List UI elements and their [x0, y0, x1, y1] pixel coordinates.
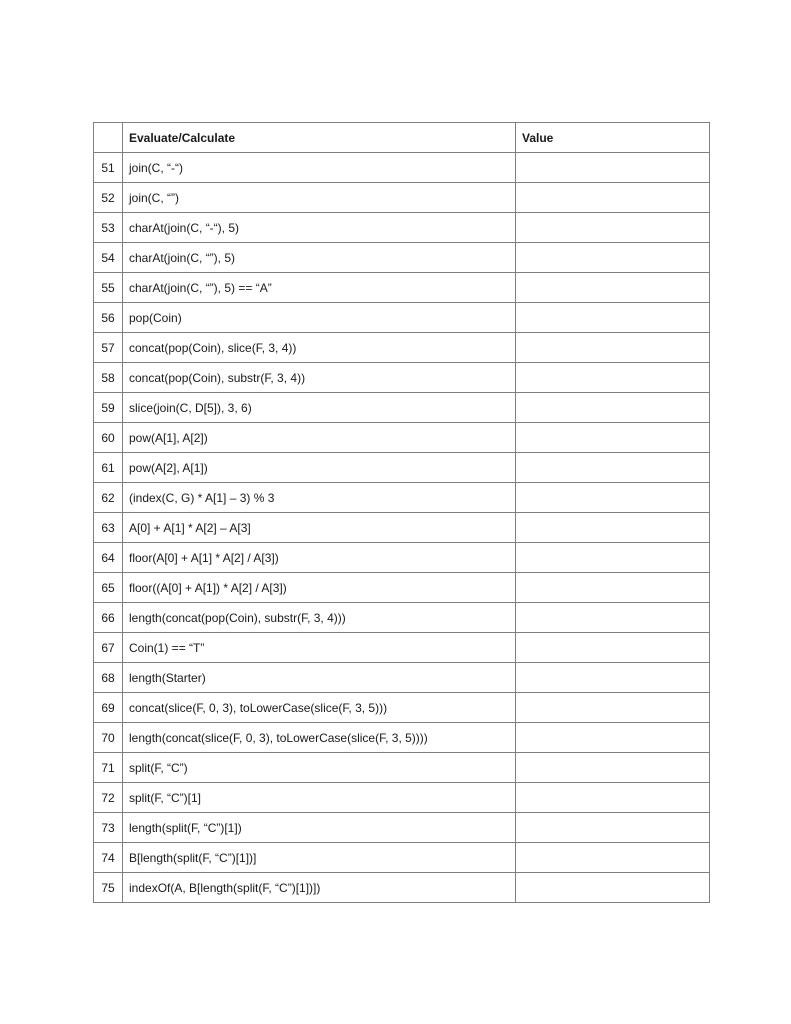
- table-row: [94, 453, 710, 483]
- table-row: [94, 243, 710, 273]
- expression-cell: pow(A[2], A[1]): [123, 453, 516, 483]
- row-number: 51: [94, 153, 123, 183]
- table-row: [94, 183, 710, 213]
- table-row: [94, 693, 710, 723]
- expression-cell: floor(A[0] + A[1] * A[2] / A[3]): [123, 543, 516, 573]
- value-cell[interactable]: [516, 423, 710, 453]
- value-cell[interactable]: [516, 213, 710, 243]
- expression-cell: charAt(join(C, “”), 5): [123, 243, 516, 273]
- value-cell[interactable]: [516, 273, 710, 303]
- row-number: 56: [94, 303, 123, 333]
- row-number: 69: [94, 693, 123, 723]
- row-number: 65: [94, 573, 123, 603]
- value-cell[interactable]: [516, 333, 710, 363]
- expression-cell: length(concat(slice(F, 0, 3), toLowerCase(slice(F, 3, 5)))): [123, 723, 516, 753]
- row-number: 52: [94, 183, 123, 213]
- table-row: [94, 813, 710, 843]
- header-row: [94, 123, 710, 153]
- value-cell[interactable]: [516, 303, 710, 333]
- value-cell[interactable]: [516, 543, 710, 573]
- table-row: [94, 753, 710, 783]
- expression-cell: (index(C, G) * A[1] – 3) % 3: [123, 483, 516, 513]
- table-row: [94, 783, 710, 813]
- value-cell[interactable]: [516, 453, 710, 483]
- value-cell[interactable]: [516, 813, 710, 843]
- value-cell[interactable]: [516, 663, 710, 693]
- expression-cell: floor((A[0] + A[1]) * A[2] / A[3]): [123, 573, 516, 603]
- value-cell[interactable]: [516, 573, 710, 603]
- table-row: [94, 843, 710, 873]
- row-number: 57: [94, 333, 123, 363]
- value-cell[interactable]: [516, 243, 710, 273]
- value-cell[interactable]: [516, 513, 710, 543]
- expression-cell: Coin(1) == “T”: [123, 633, 516, 663]
- table-row: [94, 333, 710, 363]
- expression-cell: length(split(F, “C”)[1]): [123, 813, 516, 843]
- expression-cell: slice(join(C, D[5]), 3, 6): [123, 393, 516, 423]
- expression-cell: concat(slice(F, 0, 3), toLowerCase(slice(F, 3, 5))): [123, 693, 516, 723]
- row-number: 73: [94, 813, 123, 843]
- evaluate-table: [93, 122, 710, 903]
- row-number: 67: [94, 633, 123, 663]
- table-row: [94, 603, 710, 633]
- table-row: [94, 423, 710, 453]
- table-row: [94, 573, 710, 603]
- expression-cell: A[0] + A[1] * A[2] – A[3]: [123, 513, 516, 543]
- table-row: [94, 873, 710, 903]
- value-cell[interactable]: [516, 873, 710, 903]
- expression-cell: pop(Coin): [123, 303, 516, 333]
- expression-cell: charAt(join(C, “-“), 5): [123, 213, 516, 243]
- value-cell[interactable]: [516, 153, 710, 183]
- row-number: 70: [94, 723, 123, 753]
- header-evaluate: Evaluate/Calculate: [123, 123, 516, 153]
- expression-cell: length(concat(pop(Coin), substr(F, 3, 4))): [123, 603, 516, 633]
- expression-cell: join(C, “”): [123, 183, 516, 213]
- table-row: [94, 663, 710, 693]
- value-cell[interactable]: [516, 753, 710, 783]
- expression-cell: split(F, “C”)[1]: [123, 783, 516, 813]
- expression-cell: concat(pop(Coin), substr(F, 3, 4)): [123, 363, 516, 393]
- row-number: 59: [94, 393, 123, 423]
- row-number: 53: [94, 213, 123, 243]
- table-row: [94, 543, 710, 573]
- row-number: 54: [94, 243, 123, 273]
- row-number: 61: [94, 453, 123, 483]
- value-cell[interactable]: [516, 393, 710, 423]
- row-number: 60: [94, 423, 123, 453]
- value-cell[interactable]: [516, 183, 710, 213]
- row-number: 74: [94, 843, 123, 873]
- value-cell[interactable]: [516, 843, 710, 873]
- table-row: [94, 723, 710, 753]
- value-cell[interactable]: [516, 603, 710, 633]
- value-cell[interactable]: [516, 723, 710, 753]
- expression-cell: charAt(join(C, “”), 5) == “A”: [123, 273, 516, 303]
- expression-cell: concat(pop(Coin), slice(F, 3, 4)): [123, 333, 516, 363]
- table-row: [94, 633, 710, 663]
- table-row: [94, 483, 710, 513]
- table-row: [94, 303, 710, 333]
- table-row: [94, 273, 710, 303]
- row-number: 68: [94, 663, 123, 693]
- expression-cell: length(Starter): [123, 663, 516, 693]
- row-number: 66: [94, 603, 123, 633]
- value-cell[interactable]: [516, 483, 710, 513]
- value-cell[interactable]: [516, 633, 710, 663]
- value-cell[interactable]: [516, 693, 710, 723]
- table-row: [94, 213, 710, 243]
- table-row: [94, 393, 710, 423]
- table-row: [94, 363, 710, 393]
- table-row: [94, 153, 710, 183]
- row-number: 58: [94, 363, 123, 393]
- header-value: Value: [516, 123, 710, 153]
- value-cell[interactable]: [516, 363, 710, 393]
- row-number: 64: [94, 543, 123, 573]
- expression-cell: pow(A[1], A[2]): [123, 423, 516, 453]
- row-number: 75: [94, 873, 123, 903]
- row-number: 63: [94, 513, 123, 543]
- expression-cell: B[length(split(F, “C”)[1])]: [123, 843, 516, 873]
- expression-cell: split(F, “C”): [123, 753, 516, 783]
- row-number: 55: [94, 273, 123, 303]
- row-number: 71: [94, 753, 123, 783]
- header-number: [94, 123, 123, 153]
- table-row: [94, 513, 710, 543]
- value-cell[interactable]: [516, 783, 710, 813]
- row-number: 72: [94, 783, 123, 813]
- row-number: 62: [94, 483, 123, 513]
- expression-cell: join(C, “-“): [123, 153, 516, 183]
- expression-cell: indexOf(A, B[length(split(F, “C”)[1])]): [123, 873, 516, 903]
